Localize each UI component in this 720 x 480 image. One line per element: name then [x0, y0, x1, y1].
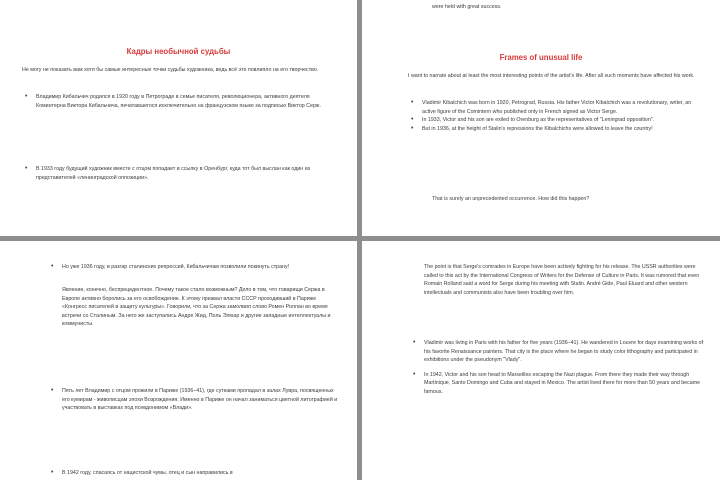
document-page-bottom-left — [0, 241, 357, 480]
bullet-list — [410, 339, 706, 397]
bullet-list — [22, 165, 334, 182]
list-item: • In 1933, Victor and his son are exiled to Orenburg as the representatives of "Leningrad opposition". — [408, 116, 698, 125]
page-title: Кадры необычной судьбы — [126, 47, 231, 56]
question-paragraph: That is surely an unprecedented occurrence. How did this happen? — [432, 196, 590, 202]
bullet-list — [408, 99, 698, 133]
list-item: • In 1942, Victor and his son head to Marseilles escaping the Nazi plague. From there they made their way through Martinique, Santo Domingo and Cuba and stayed in Mexico. The artist lived there for more than 50 years and became famous. — [410, 371, 706, 397]
list-item: • В 1933 году будущий художник вместе с отцом попадает в ссылку в Оренбург, куда тот был выслан как один из представителей «ленинградской оппозиции». — [22, 165, 334, 182]
intro-paragraph: Не могу не показать вам хотя бы самые интересные точки судьбы художника, ведь всё это повлияло на его творчество. — [22, 67, 319, 73]
body-paragraph: The point is that Serge's comrades in Europe have been actively fighting for his release. The USSR authorities were called to this act by the International Congress of Writers for the Defense of Culture in Paris. It was rumored that even Romain Rolland said a word for Serge during his meeting with Stalin. André Gide, Paul Eluard and other western intellectuals and communists also have been troubling over him. — [424, 264, 700, 296]
bullet-list — [48, 263, 338, 272]
list-item: • Пять лет Владимир с отцом прожили в Париже (1936–41), где сутками пропадал в залах Лувра, посвященных его кумирам - живописцам эпохи Возрождения. Именно в Париже он начал заниматься цветной литографией и участвовать в выставках под псевдонимом «Влади». — [48, 387, 338, 413]
bullet-list — [48, 387, 338, 413]
list-item: • Владимир Кибальчич родился в 1920 году в Петрограде в семье писателя, революционера, активного деятеля Коминтерна Виктора Кибальчича, печатавшегося исключительно на французском языке за подписью Виктор Серж. — [22, 93, 334, 110]
list-item: • В 1942 году, спасаясь от нацистской чумы, отец и сын направились в — [48, 469, 338, 478]
page-title: Frames of unusual life — [499, 53, 583, 62]
document-page-bottom-right — [362, 241, 720, 480]
list-item: • Vladimir was living in Paris with his father for five years (1936–41). He wandered in Louvre for days examining works of his favorite Renaissance painters. That city is the place where he began to study color lithography and participated in exhibitions under the pseudonym "Vlady". — [410, 339, 706, 365]
continuation-text: were held with great success. — [432, 4, 502, 10]
list-item: • Но уже 1936 году, в разгар сталинских репрессий, Кибальчичам позволили покинуть страну! — [48, 263, 338, 272]
bullet-list — [22, 93, 334, 110]
bullet-list — [48, 469, 338, 478]
list-item: • But in 1936, at the height of Stalin's repressions the Kibalchichs were allowed to leave the country! — [408, 125, 698, 134]
list-item: • Vladimir Kibalchich was born in 1920, Petrograd, Russia. His father Victor Kibalchich was a revolutionary, writer, an active figure of the Comintern who published only in French signed as Victor Serge. — [408, 99, 698, 116]
document-page-top-right — [362, 0, 720, 236]
document-page-top-left — [0, 0, 357, 236]
body-paragraph: Явление, конечно, беспрецедентное. Почему такое стало возможным? Дело в том, что товарищи Сержа в Европе активно боролись за его освобождение. К этому призвал власти СССР проходивший в Париже «Конгресс писателей в защиту культуры». Говорили, что за Сержа замолвил слово Ромен Роллан во время встречи со Сталиным. За него же заступались Андре Жид, Поль Элюар и другие западные интеллектуалы и коммунисты. — [62, 287, 331, 328]
intro-paragraph: I want to narrate about at least the most interesting points of the artist's life. After all such moments have affected his work. — [408, 73, 695, 79]
